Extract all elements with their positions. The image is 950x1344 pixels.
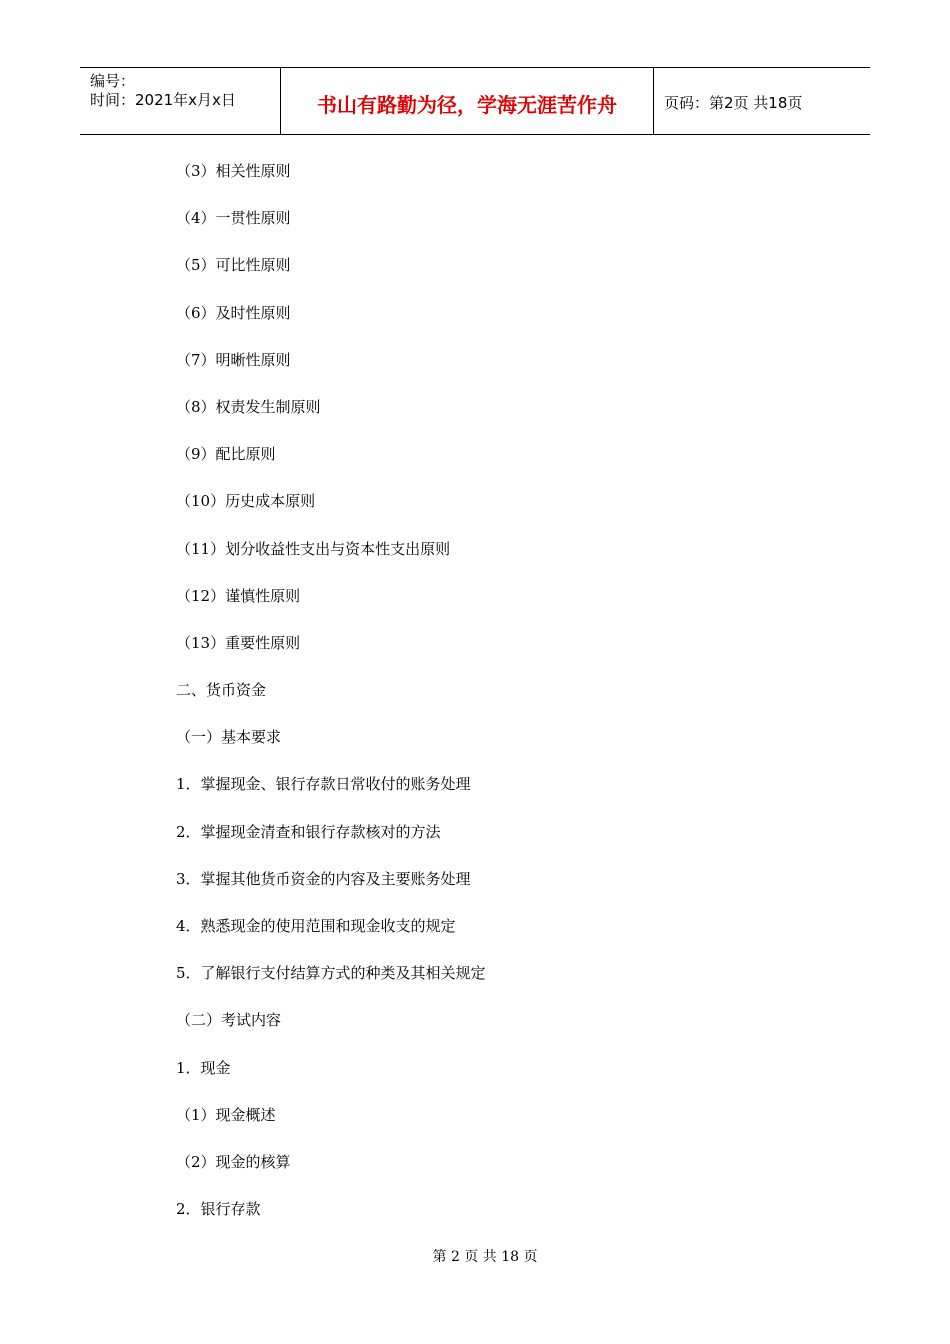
body-line: （12）谨慎性原则	[176, 586, 301, 605]
body-line: 4．熟悉现金的使用范围和现金收支的规定	[176, 917, 456, 935]
page-header	[80, 67, 870, 135]
body-line: 5．了解银行支付结算方式的种类及其相关规定	[176, 964, 486, 983]
section-heading: 二、货币资金	[176, 681, 267, 700]
page-footer: 第 2 页 共 18 页	[432, 1249, 538, 1265]
header-meta	[80, 68, 281, 134]
document-body	[176, 159, 856, 1244]
body-line: （7）明晰性原则	[176, 350, 291, 369]
body-line: （11）划分收益性支出与资本性支出原则	[176, 539, 451, 558]
body-line: （5）可比性原则	[176, 256, 291, 275]
body-line: （1）现金概述	[176, 1105, 276, 1124]
document-time-label: 时间：2021年x月x日	[90, 91, 236, 109]
body-line: （8）权责发生制原则	[176, 397, 321, 416]
subsection-heading: （二）考试内容	[176, 1011, 282, 1030]
body-line: （3）相关性原则	[176, 162, 291, 180]
body-line: 1．掌握现金、银行存款日常收付的账务处理	[176, 775, 471, 794]
body-line: （6）及时性原则	[176, 303, 291, 322]
document-number-label: 编号：	[90, 72, 136, 90]
body-line: 2．掌握现金清查和银行存款核对的方法	[176, 822, 441, 841]
body-line: 1．现金	[176, 1058, 231, 1077]
body-line: （13）重要性原则	[176, 633, 301, 652]
body-line: （9）配比原则	[176, 445, 276, 464]
header-motto: 书山有路勤为径，学海无涯苦作舟	[281, 68, 654, 134]
body-line: （2）现金的核算	[176, 1152, 291, 1171]
body-line: （4）一贯性原则	[176, 209, 291, 228]
subsection-heading: （一）基本要求	[176, 728, 282, 747]
body-line: 2．银行存款	[176, 1200, 261, 1219]
header-page-info: 页码：第2页 共18页	[664, 93, 803, 112]
body-line: （10）历史成本原则	[176, 492, 316, 511]
body-line: 3．掌握其他货币资金的内容及主要账务处理	[176, 869, 471, 888]
